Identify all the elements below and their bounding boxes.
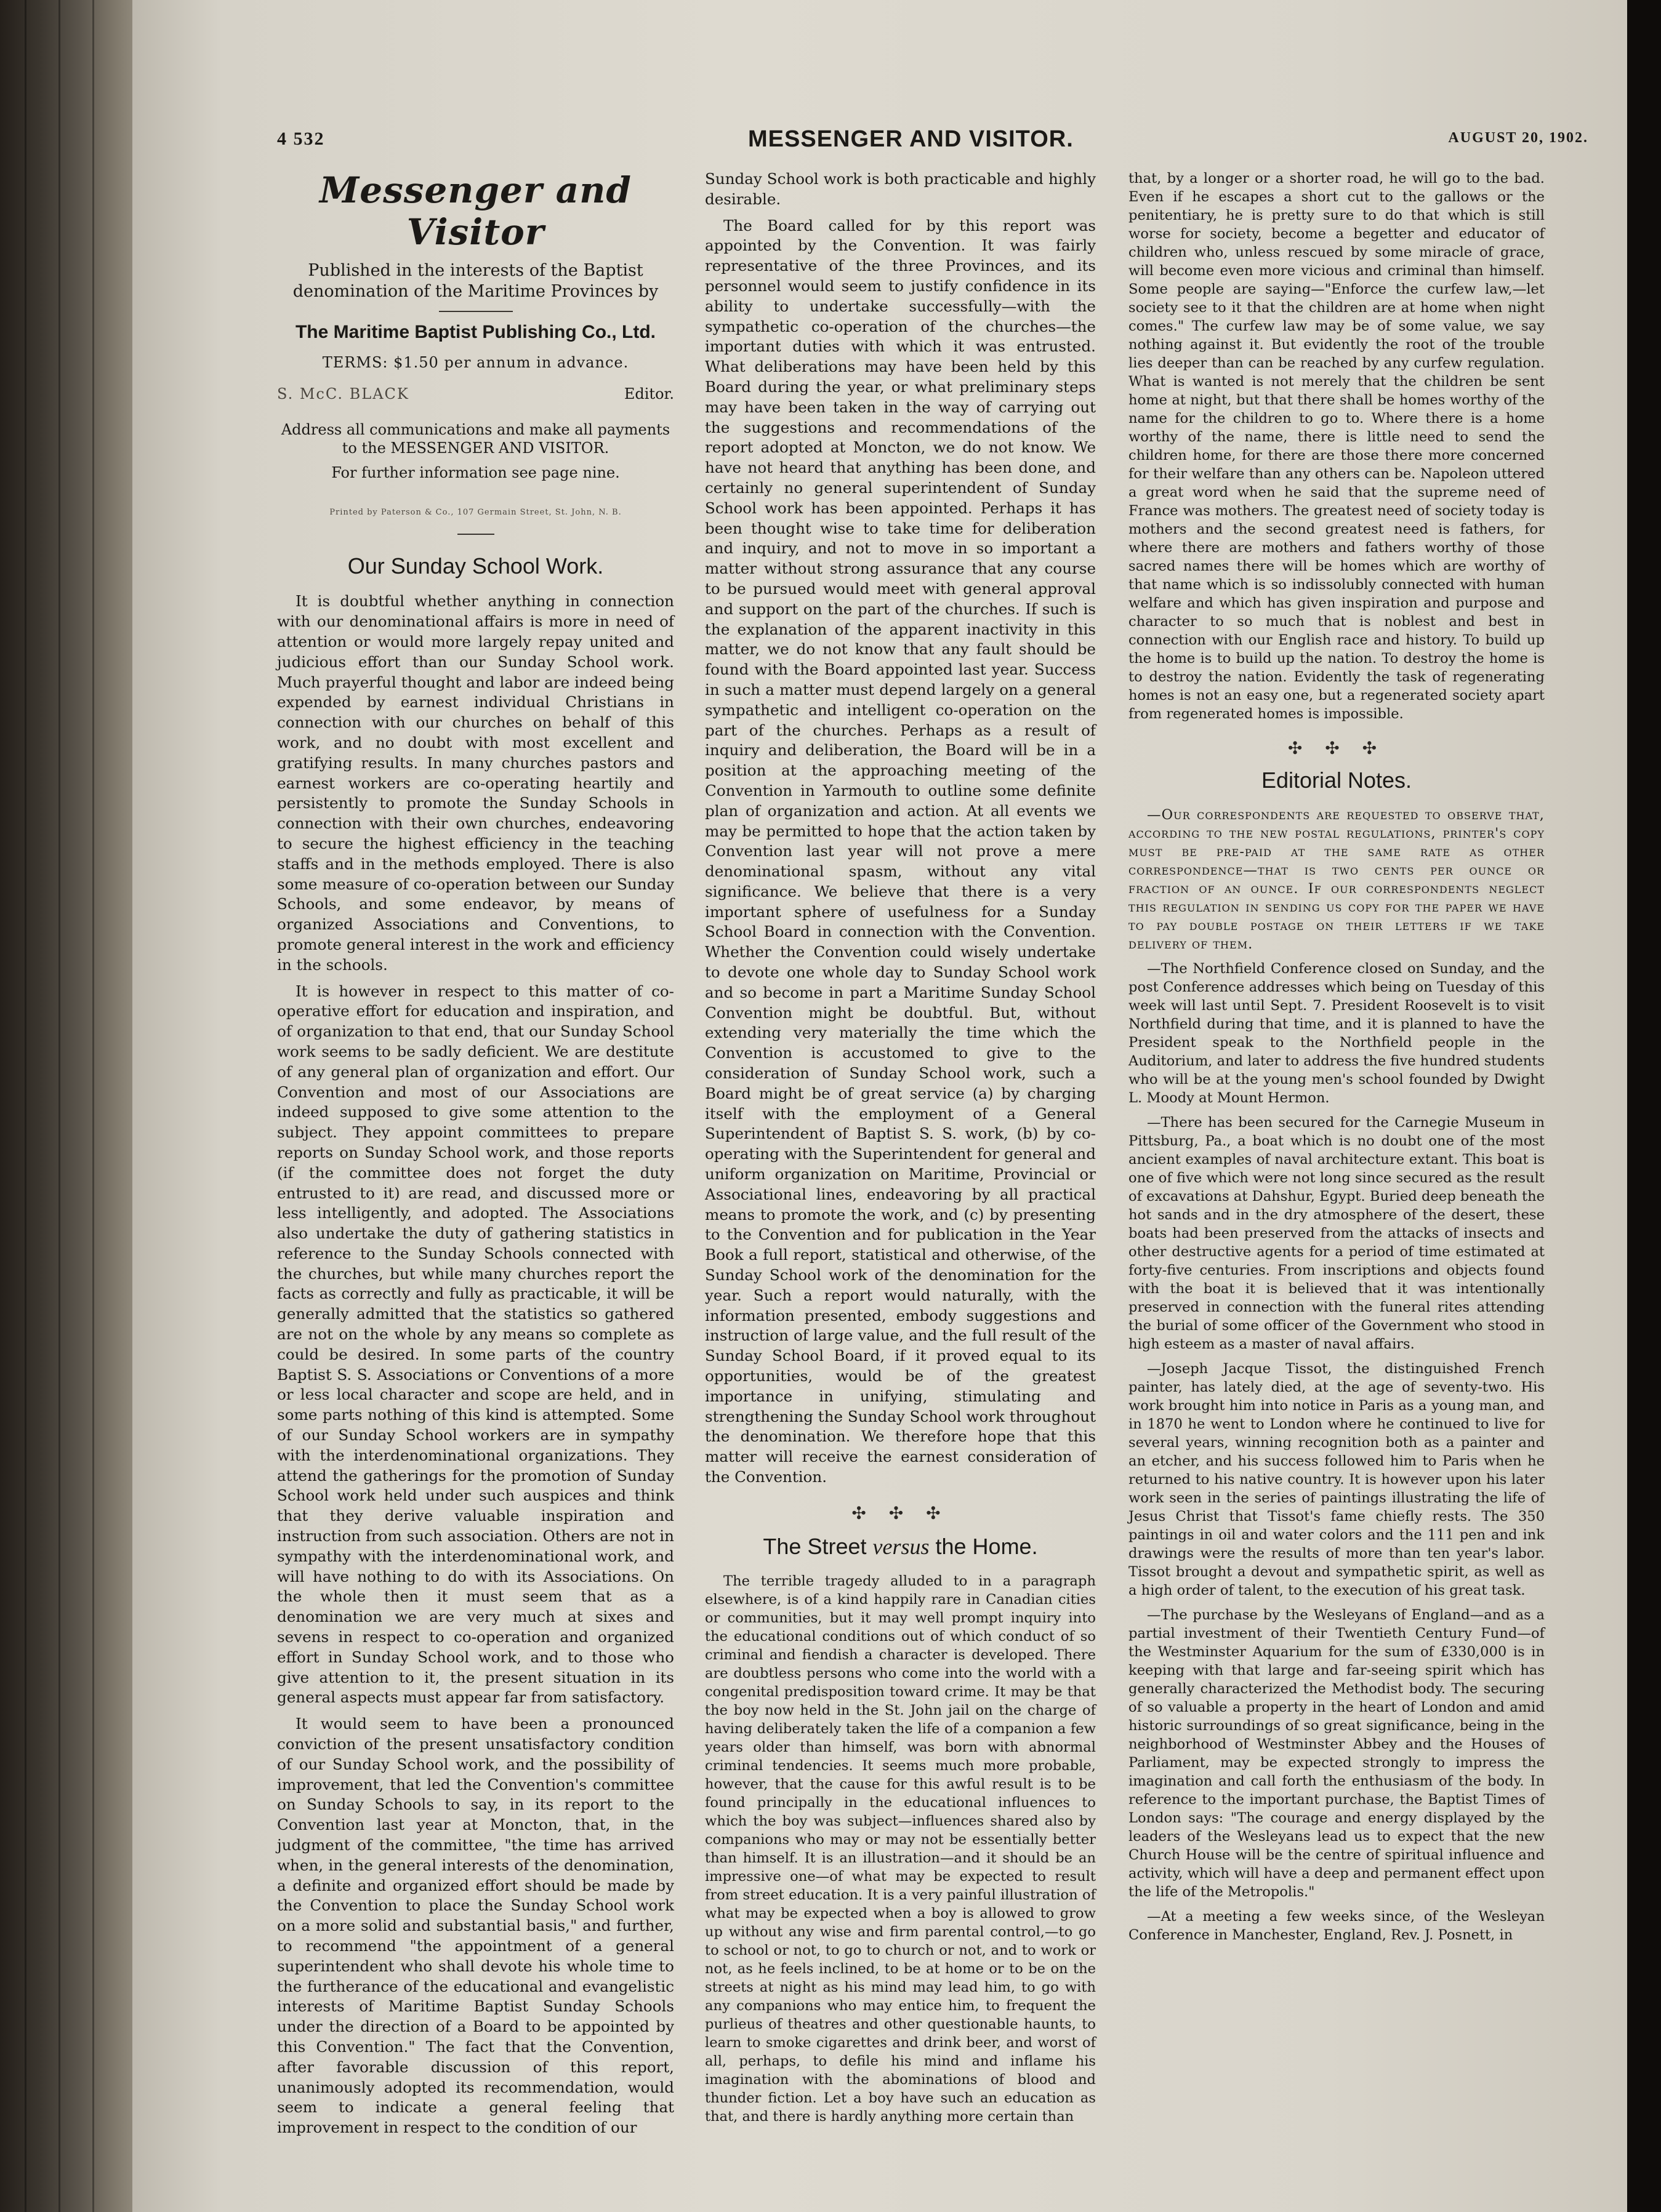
address-notice: Address all communications and make all payments to the MESSENGER AND VISITOR. [281,420,670,457]
paragraph: The Board called for by this report was appointed by the Convention. It was fairly representative of the three Provinces, and its personnel would seem to justify confidence in its ability to undertake successfully—with the sympathetic co-operation of the churches—the important duties with which it was entrusted. What deliberations may have been held by this Board during the year, or what preliminary steps may have been taken in the way of carrying out the suggestions and recommendations of the report adopted at Moncton, we do not know. We have not heard that anything has been done, and certainly no general superintendent of Sunday School work has been appointed. Perhaps it has been thought wise to take time for deliberation and inquiry, and not to move in so important a matter without strong assurance that any course to be pursued would meet with general approval and support on the part of the churches. If such is the explanation of the apparent inactivity in this matter, we do not know that any fault should be found with the Board appointed last year. Success in such a matter must depend largely on a general sympathetic and intelligent co-operation on the part of the churches. Perhaps as a result of inquiry and deliberation, the Board will be in a position at the approaching meeting of the Convention in Yarmouth to outline some definite plan of organization and action. At all events we may be permitted to hope that the action taken by Convention last year will not prove a mere denominational spasm, without any vital significance. We believe that there is a very important sphere of usefulness for a Sunday School Board in connection with the Convention. Whether the Convention could wisely undertake to devote one whole day to Sunday School work and so become in part a Maritime Sunday School Convention might be doubtful. But, without extending very materially the time which the Convention is accustomed to give to the consideration of Sunday School work, such a Board might be of great service (a) by charging itself with the employment of a General Superintendent of Baptist S. S. work, (b) by co-operating with the Superintendent for general and uniform organization on Maritime, Provincial or Associational lines, endeavoring by all practical means to promote the work, and (c) by presenting to the Convention and for publication in the Year Book a full report, statistical and otherwise, of the Sunday School work of the denomination for the year. Such a report would naturally, with the information presented, embody suggestions and instruction of large value, and the full result of the Sunday School Board, if it proved equal to its opportunities, would be of the greatest importance in unifying, stimulating and strengthening the Sunday School work throughout the denomination. We therefore hope that this matter will receive the earnest consideration of the Convention. [705,216,1096,1486]
editorial-note: —The purchase by the Wesleyans of England—and as a partial investment of their Twentieth Century Fund—of the Westminster Aquarium for the sum of £330,000 is in keeping with that large and far-seeing spirit which has generally characterized the Methodist body. The securing of so valuable a property in the heart of London and amid historic surroundings of so great significance, being in the neighborhood of Westminster Abbey and the Houses of Parliament, may be expected strongly to impress the imagination and call forth the enthusiasm of the body. In reference to the important purchase, the Baptist Times of London says: "The courage and energy displayed by the leaders of the Wesleyans lead us to expect that the new Church House will be the centre of spiritual influence and activity, which will have a deep and permanent effect upon the life of the Metropolis." [1128,1607,1545,1900]
column-3 [1128,169,1545,1944]
newspaper-page [132,0,1627,2212]
heading-part: The Street [763,1533,873,1559]
divider [439,311,513,312]
editorial-note: —Our correspondents are requested to observe that, according to the new postal regulations, printer's copy must be pre-paid at the same rate as other correspondence—that is two cents per ounce or fraction of an ounce. If our correspondents neglect this regulation in sending us copy for the paper we have to pay double postage on their letters if we take delivery of them. [1128,807,1545,952]
section-ornament: ✣ ✣ ✣ [1287,738,1386,758]
scan-dark-margin [1627,0,1661,2212]
section-heading: Our Sunday School Work. [347,553,604,579]
editor-label: Editor. [624,385,674,403]
section-heading [705,1534,1096,1560]
section-heading: Editorial Notes. [1261,767,1412,793]
paragraph: The terrible tragedy alluded to in a paragraph elsewhere, is of a kind happily rare in Canadian cities or communities, but it may well prompt inquiry into the educational conditions out of which conduct of so criminal and fiendish a character is developed. There are doubtless persons who come into the world with a congenital predisposition toward crime. It may be that the boy now held in the St. John jail on the charge of having deliberately taken the life of a companion a few years older than himself, was born with abnormal criminal tendencies. It seems much more probable, however, that the cause for this awful result is to be found principally in the educational influences to which the boy was subject—influences shared also by companions who may or may not be essentially better than himself. It is an illustration—and it should be an impressive one—of what may be expected to result from street education. It is a very painful illustration of what may be expected when a boy is allowed to grow up without any wise and firm parental control,—to go to school or not, to go to church or not, and to work or not, as he feels inclined, to be at home or to be on the streets at night as his mind may lead him, to go with any companions who may entice him, to frequent the purlieus of theatres and other questionable haunts, to learn to smoke cigarettes and drink beer, and worst of all, perhaps, to defile his mind and inflame his imagination with the abominations of blood and thunder fiction. Let a boy have such an education as that, and there is hardly anything more certain than [705,1573,1096,2125]
subscription-terms: TERMS: $1.50 per annum in advance. [322,354,629,371]
masthead-name: Messenger and Visitor [320,169,632,253]
page-stack-line [58,0,60,2212]
page-number: 4 532 [277,129,325,149]
page-stack-line [92,0,94,2212]
editorial-note: —The Northfield Conference closed on Sunday, and the post Conference addresses which being on Tuesday of this week will last until Sept. 7. President Roosevelt is to visit Northfield during that time, and it is planned to have the President speak to the Northfield people in the Auditorium, and later to address the five hundred students who will be at the young men's school founded by Dwight L. Moody at Mount Hermon. [1128,961,1545,1106]
heading-part: the Home. [929,1533,1038,1559]
paragraph: that, by a longer or a shorter road, he will go to the bad. Even if he escapes a short cut to the gallows or the penitentiary, he is pretty sure to do that which is still worse for society, become a begetter and educator of children who, unless rescued by some miracle of grace, will become even more vicious and criminal than himself. Some people are saying—"Enforce the curfew law,—let society see to it that the children are at home when night comes." The curfew law may be of some value, we say nothing against it. But evidently the root of the trouble lies deeper than can be reached by any curfew regulation. What is wanted is not merely that the children be sent home at night, but that there shall be homes worthy of the name for the children to go to. Where there is a home worthy of the name, there is little need to send the children home, for there are those there more concerned for their welfare than any others can be. Napoleon uttered a great word when he said that the supreme need of France was mothers. The greatest need of society today is mothers and the second greatest need is fathers, for where there are mothers and fathers worthy of those sacred names there will be homes which are worthy of that name which is so indissolubly connected with human welfare and which has given inspiration and purpose and character to so much that is noblest and best in connection with our English race and history. To build up the home is to build up the nation. To destroy the home is to destroy the nation. Evidently the task of regenerating homes is not an easy one, but a regenerated society apart from regenerated homes is impossible. [1128,170,1545,722]
column-1 [277,169,674,2138]
printer-credit: Printed by Paterson & Co., 107 Germain Street, St. John, N. B. [329,507,622,517]
editor-name: S. McC. BLACK [277,385,409,403]
running-title: MESSENGER AND VISITOR. [748,126,1074,152]
page-header [277,126,1588,163]
paragraph: It is however in respect to this matter of co-operative effort for education and inspiration, and of organization to that end, that our Sunday School work seems to be sadly deficient. We are destitute of any general plan of organization and effort. Our Convention and most of our Associations are indeed supposed to give some attention to the subject. They appoint committees to prepare reports on Sunday School work, and those reports (if the committee does not forget the duty entrusted to it) are read, and discussed more or less intelligently, and adopted. The Associations also undertake the duty of gathering statistics in reference to the Sunday Schools connected with the churches, but while many churches report the facts as correctly and fully as practicable, it will be generally admitted that the statistics so gathered are not on the whole by any means so complete as could be desired. In some parts of the country Baptist S. S. Associations or Conventions of a more or less local character and scope are held, and in some parts nothing of this kind is attempted. Some of our Sunday School workers are in sympathy with the interdenominational organizations. They attend the gatherings for the promotion of Sunday School work held under such auspices and think that they derive valuable inspiration and instruction from such association. Others are not in sympathy with the interdenominational work, and will have nothing to do with its Associations. On the whole then it must seem that as a denomination we are very much at sixes and sevens in respect to co-operation and organized effort in Sunday School work, and to those who give attention to it, the present situation in its general aspects must appear far from satisfactory. [277,982,675,1707]
publisher-name: The Maritime Baptist Publishing Co., Ltd. [295,322,656,342]
masthead-subtitle: Published in the interests of the Baptist denomination of the Maritime Provinces by [292,261,659,301]
paragraph: It is doubtful whether anything in connection with our denominational affairs is more in need of attention or would more largely repay united and judicious effort than our Sunday School work. Much prayerful thought and labor are indeed being expended by earnest individual Christians in connection with our churches on behalf of this work, and no doubt with most excellent and gratifying results. In many churches pastors and earnest workers are co-operating heartily and persistently to promote the Sunday Schools in connection with their own churches, endeavoring to secure the highest efficiency in the teaching staffs and in the methods employed. There is also some measure of co-operation between our Sunday Schools, and some endeavor, by means of organized Associations and Conventions, to promote general interest in the work and efficiency in the schools. [277,592,674,974]
divider [457,534,494,535]
page-stack-line [25,0,26,2212]
heading-emphasis: versus [872,1534,930,1559]
editorial-note: —At a meeting a few weeks since, of the Wesleyan Conference in Manchester, England, Rev. J. Posnett, in [1128,1909,1545,1943]
info-notice: For further information see page nine. [331,463,620,481]
editorial-note: —There has been secured for the Carnegie Museum in Pittsburg, Pa., a boat which is no doubt one of the most ancient examples of naval architecture extant. This boat is one of five which were not long since secured as the result of excavations at Dahshur, Egypt. Buried deep beneath the hot sands and in the dry atmosphere of the desert, these boats had been preserved from the attacks of insects and other destructive agents for a period of time estimated at forty-five centuries. From inscriptions and objects found with the boat it is believed that it was intentionally preserved in connection with the funeral rites attending the burial of some officer of the Government who stood in high esteem as a master of naval affairs. [1128,1115,1545,1352]
editor-line [277,384,674,404]
book-binding-edge [0,0,132,2212]
column-2 [705,169,1096,2126]
section-ornament: ✣ ✣ ✣ [851,1502,949,1523]
paragraph: It would seem to have been a pronounced conviction of the present unsatisfactory condition of our Sunday School work, and the possibility of improvement, that led the Convention's committee on Sunday Schools to say, in its report to the Convention last year at Moncton, that, in the judgment of the committee, "the time has arrived when, in the general interests of the denomination, a definite and organized effort should be made by the Convention to place the Sunday School work on a more solid and substantial basis," and further, to recommend "the appointment of a general superintendent who shall devote his whole time to the furtherance of the educational and evangelistic interests of Maritime Baptist Sunday Schools under the direction of a Board to be appointed by this Convention." The fact that the Convention, after favorable discussion of this report, unanimously adopted its recommendation, would seem to indicate a general feeling that improvement in respect to the condition of our [277,1715,674,2137]
editorial-note: —Joseph Jacque Tissot, the distinguished French painter, has lately died, at the age of seventy-two. His work brought him into notice in Paris as a young man, and in 1870 he went to London where he continued to live for several years, winning recognition both as a painter and an etcher, and his success followed him to Paris when he returned to his native country. It is however upon his later work seen in the series of paintings illustrating the life of Jesus Christ that Tissot's fame chiefly rests. The 350 paintings in oil and water colors and the 111 pen and ink drawings were the results of more than ten year's labor. Tissot brought a devout and sympathetic spirit, as well as a high order of talent, to the execution of his great task. [1128,1361,1545,1598]
issue-date: AUGUST 20, 1902. [1448,130,1588,146]
paragraph: Sunday School work is both practicable and highly desirable. [705,170,1096,208]
